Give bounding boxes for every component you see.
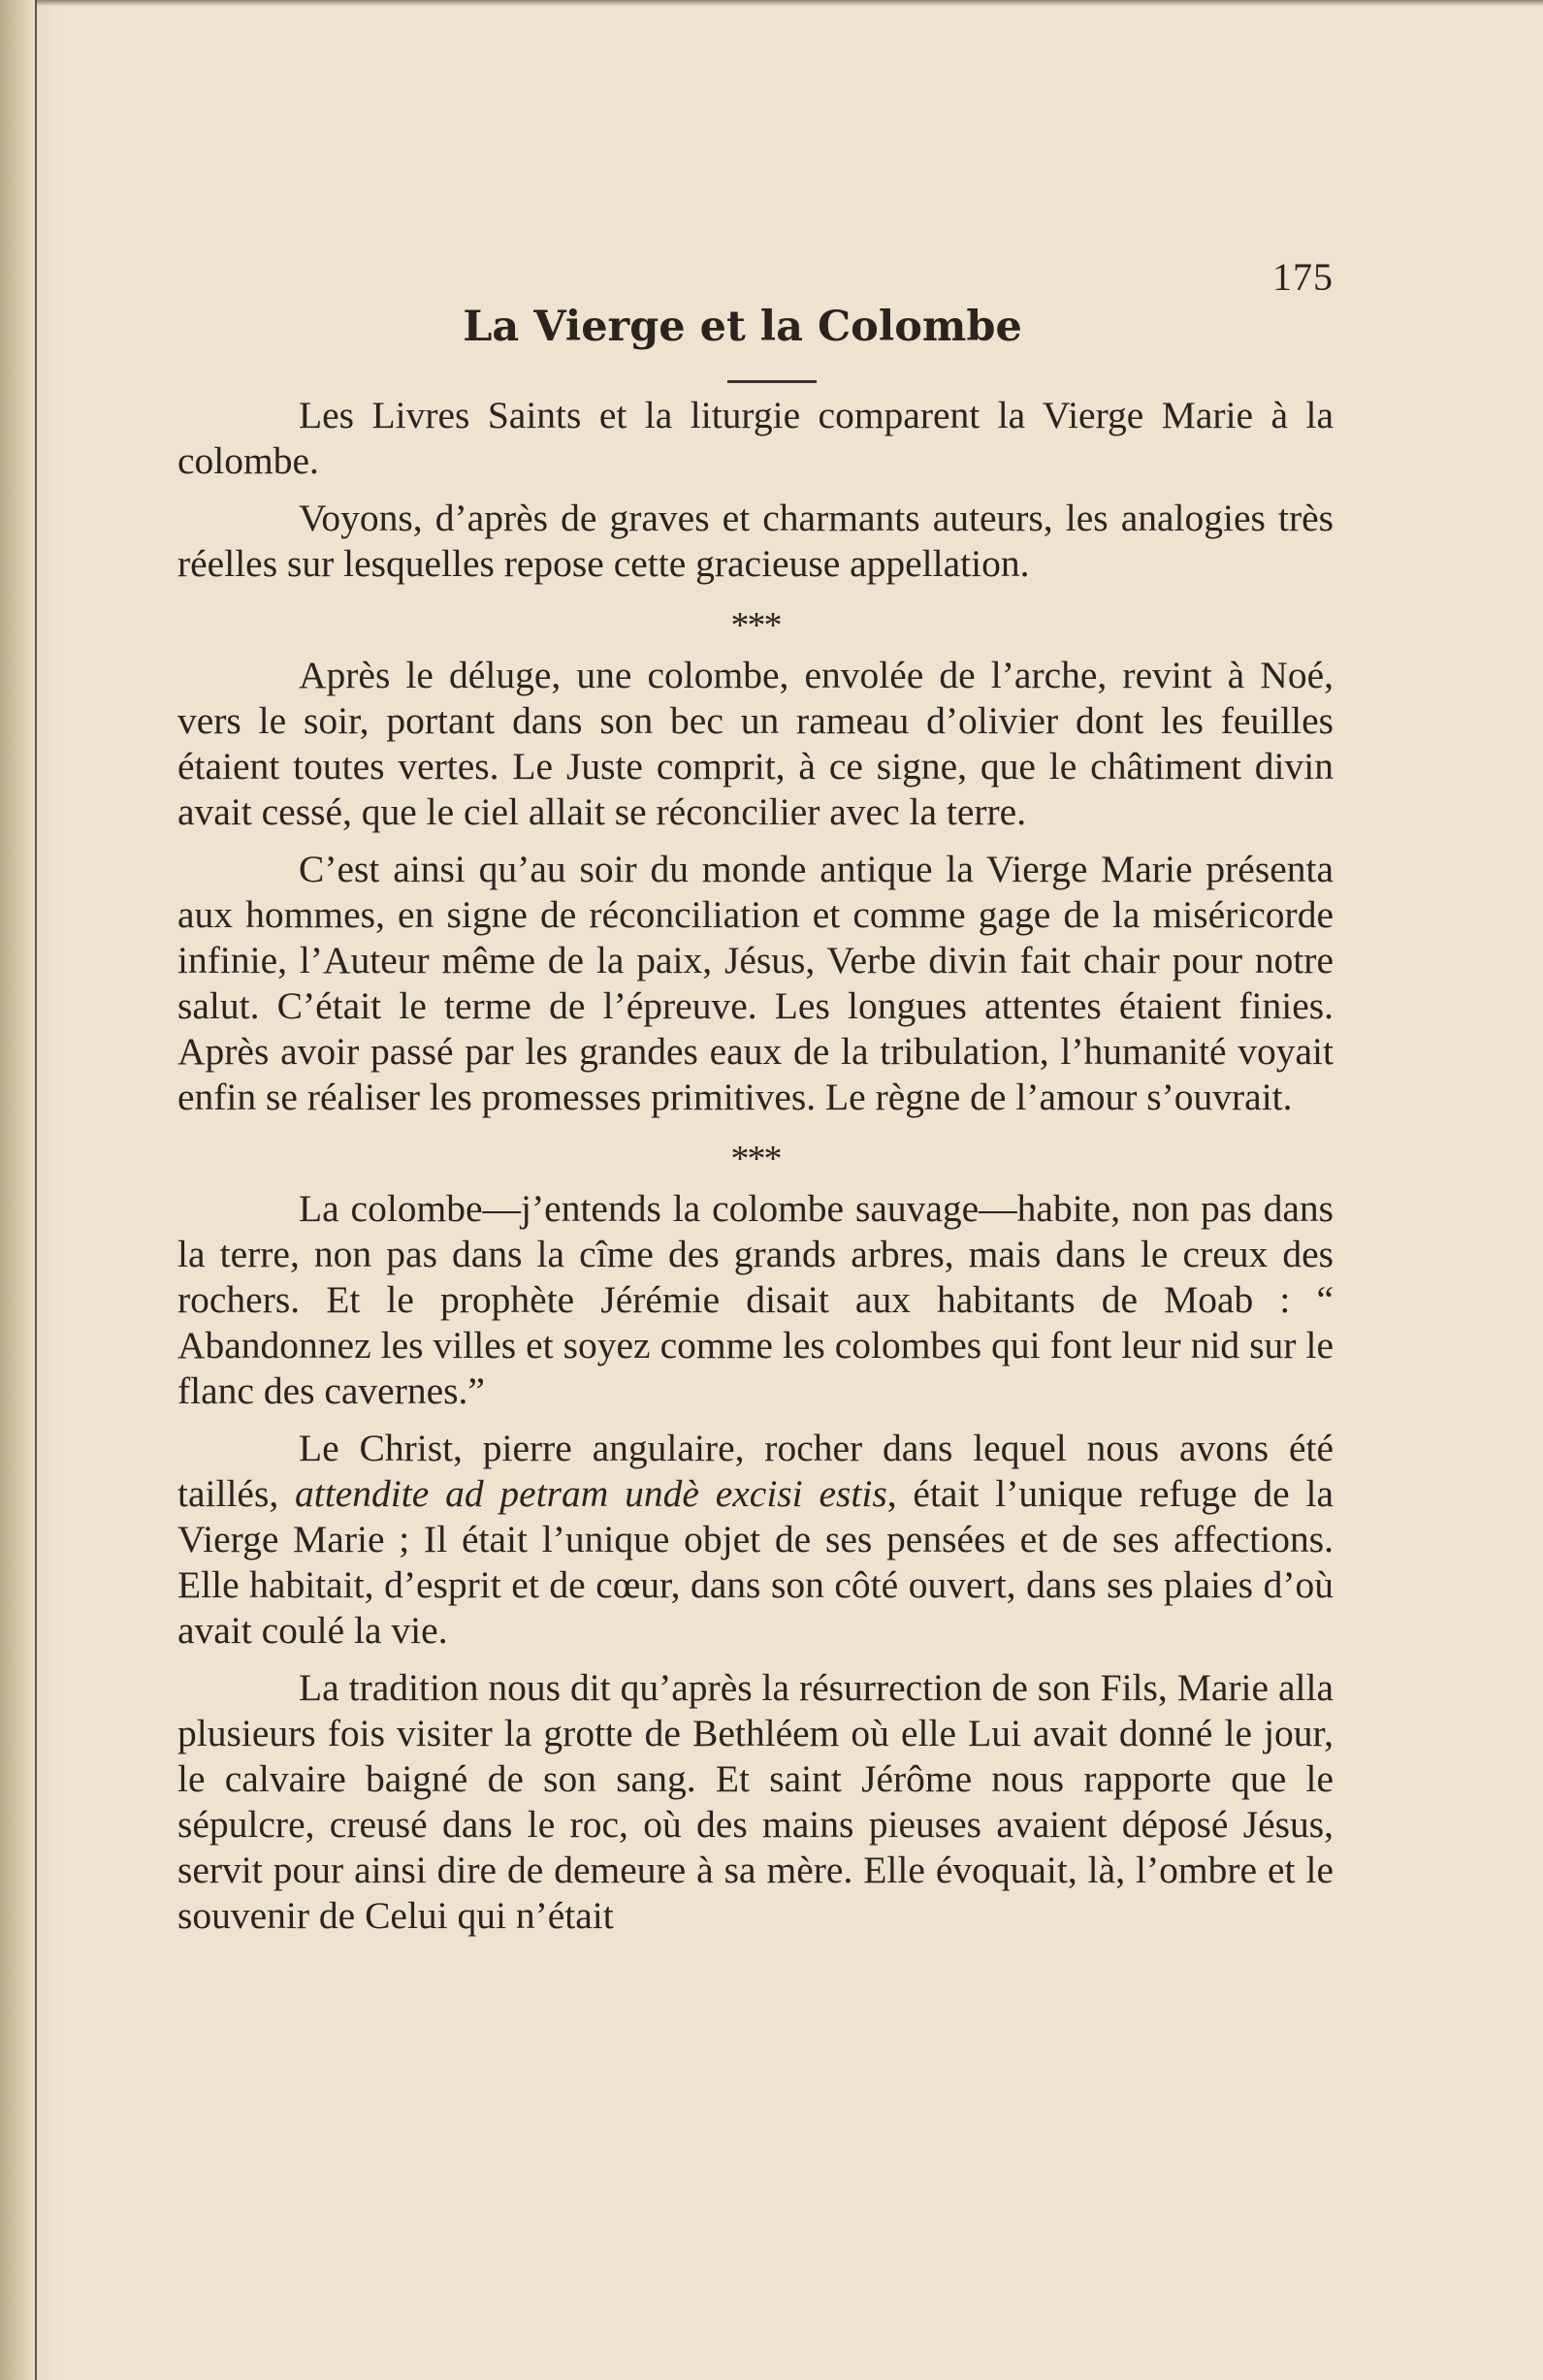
page-top-edge [0, 0, 1543, 6]
page-body [177, 393, 1334, 1939]
paragraph-4: C’est ainsi qu’au soir du monde antique la Vierge Marie présenta aux hommes, en signe de réconciliation et comme gage de la miséricorde infinie, l’Auteur même de la paix, Jésus, Verbe divin fait chair pour notre salut. C’était le terme de l’épreuve. Les longues attentes étaient finies. Après avoir passé par les grandes eaux de la tribulation, l’humanité voyait enfin se réaliser les promesses primitives. Le règne de l’amour s’ouvrait. [177, 848, 1334, 1118]
paragraph-5: La colombe—j’entends la colombe sauvage—habite, non pas dans la terre, non pas dans la cîme des grands arbres, mais dans le creux des rochers. Et le prophète Jérémie disait aux habitants de Moab : “ Abandonnez les villes et soyez comme les colombes qui font leur nid sur le flanc des cavernes.” [177, 1187, 1334, 1412]
paragraph-7: La tradition nous dit qu’après la résurrection de son Fils, Marie alla plusieurs fois visiter la grotte de Bethléem où elle Lui avait donné le jour, le calvaire baigné de son sang. Et saint Jérôme nous rapporte que le sépulcre, creusé dans le roc, où des mains pieuses avaient déposé Jésus, servit pour ainsi dire de demeure à sa mère. Elle évoquait, là, l’ombre et le souvenir de Celui qui n’était [177, 1666, 1334, 1937]
separator-text: *** [730, 605, 781, 646]
latin-quote: attendite ad petram undè excisi estis [295, 1472, 887, 1515]
separator-text: *** [730, 1139, 781, 1179]
paragraph-6-text-after: , était l’unique refuge de la Vierge Marie ; Il était l’unique objet de ses pensées et de ses affections. Elle habitait, d’esprit et de cœur, dans son côté ouvert, dans ses plaies d’où avait coulé la vie. [177, 1472, 1334, 1652]
book-spine [0, 0, 37, 2380]
page-number: 175 [1272, 255, 1334, 299]
section-separator-1 [177, 606, 1334, 645]
title-rule [727, 380, 817, 383]
page-title: La Vierge et la Colombe [463, 303, 1022, 351]
section-separator-2 [177, 1140, 1334, 1178]
paragraph-2: Voyons, d’après de graves et charmants auteurs, les analogies très réelles sur lesquelles repose cette gracieuse appellation. [177, 497, 1334, 585]
paragraph-6 [177, 1426, 1334, 1654]
paragraph-3: Après le déluge, une colombe, envolée de l’arche, revint à Noé, vers le soir, portant dans son bec un rameau d’olivier dont les feuilles étaient toutes vertes. Le Juste comprit, à ce signe, que le châtiment divin avait cessé, que le ciel allait se réconcilier avec la terre. [177, 654, 1334, 833]
paragraph-6-text-before: Le Christ, pierre angulaire, rocher dans lequel nous avons été taillés, [177, 1427, 1334, 1515]
paragraph-1: Les Livres Saints et la liturgie comparent la Vierge Marie à la colombe. [177, 394, 1334, 482]
